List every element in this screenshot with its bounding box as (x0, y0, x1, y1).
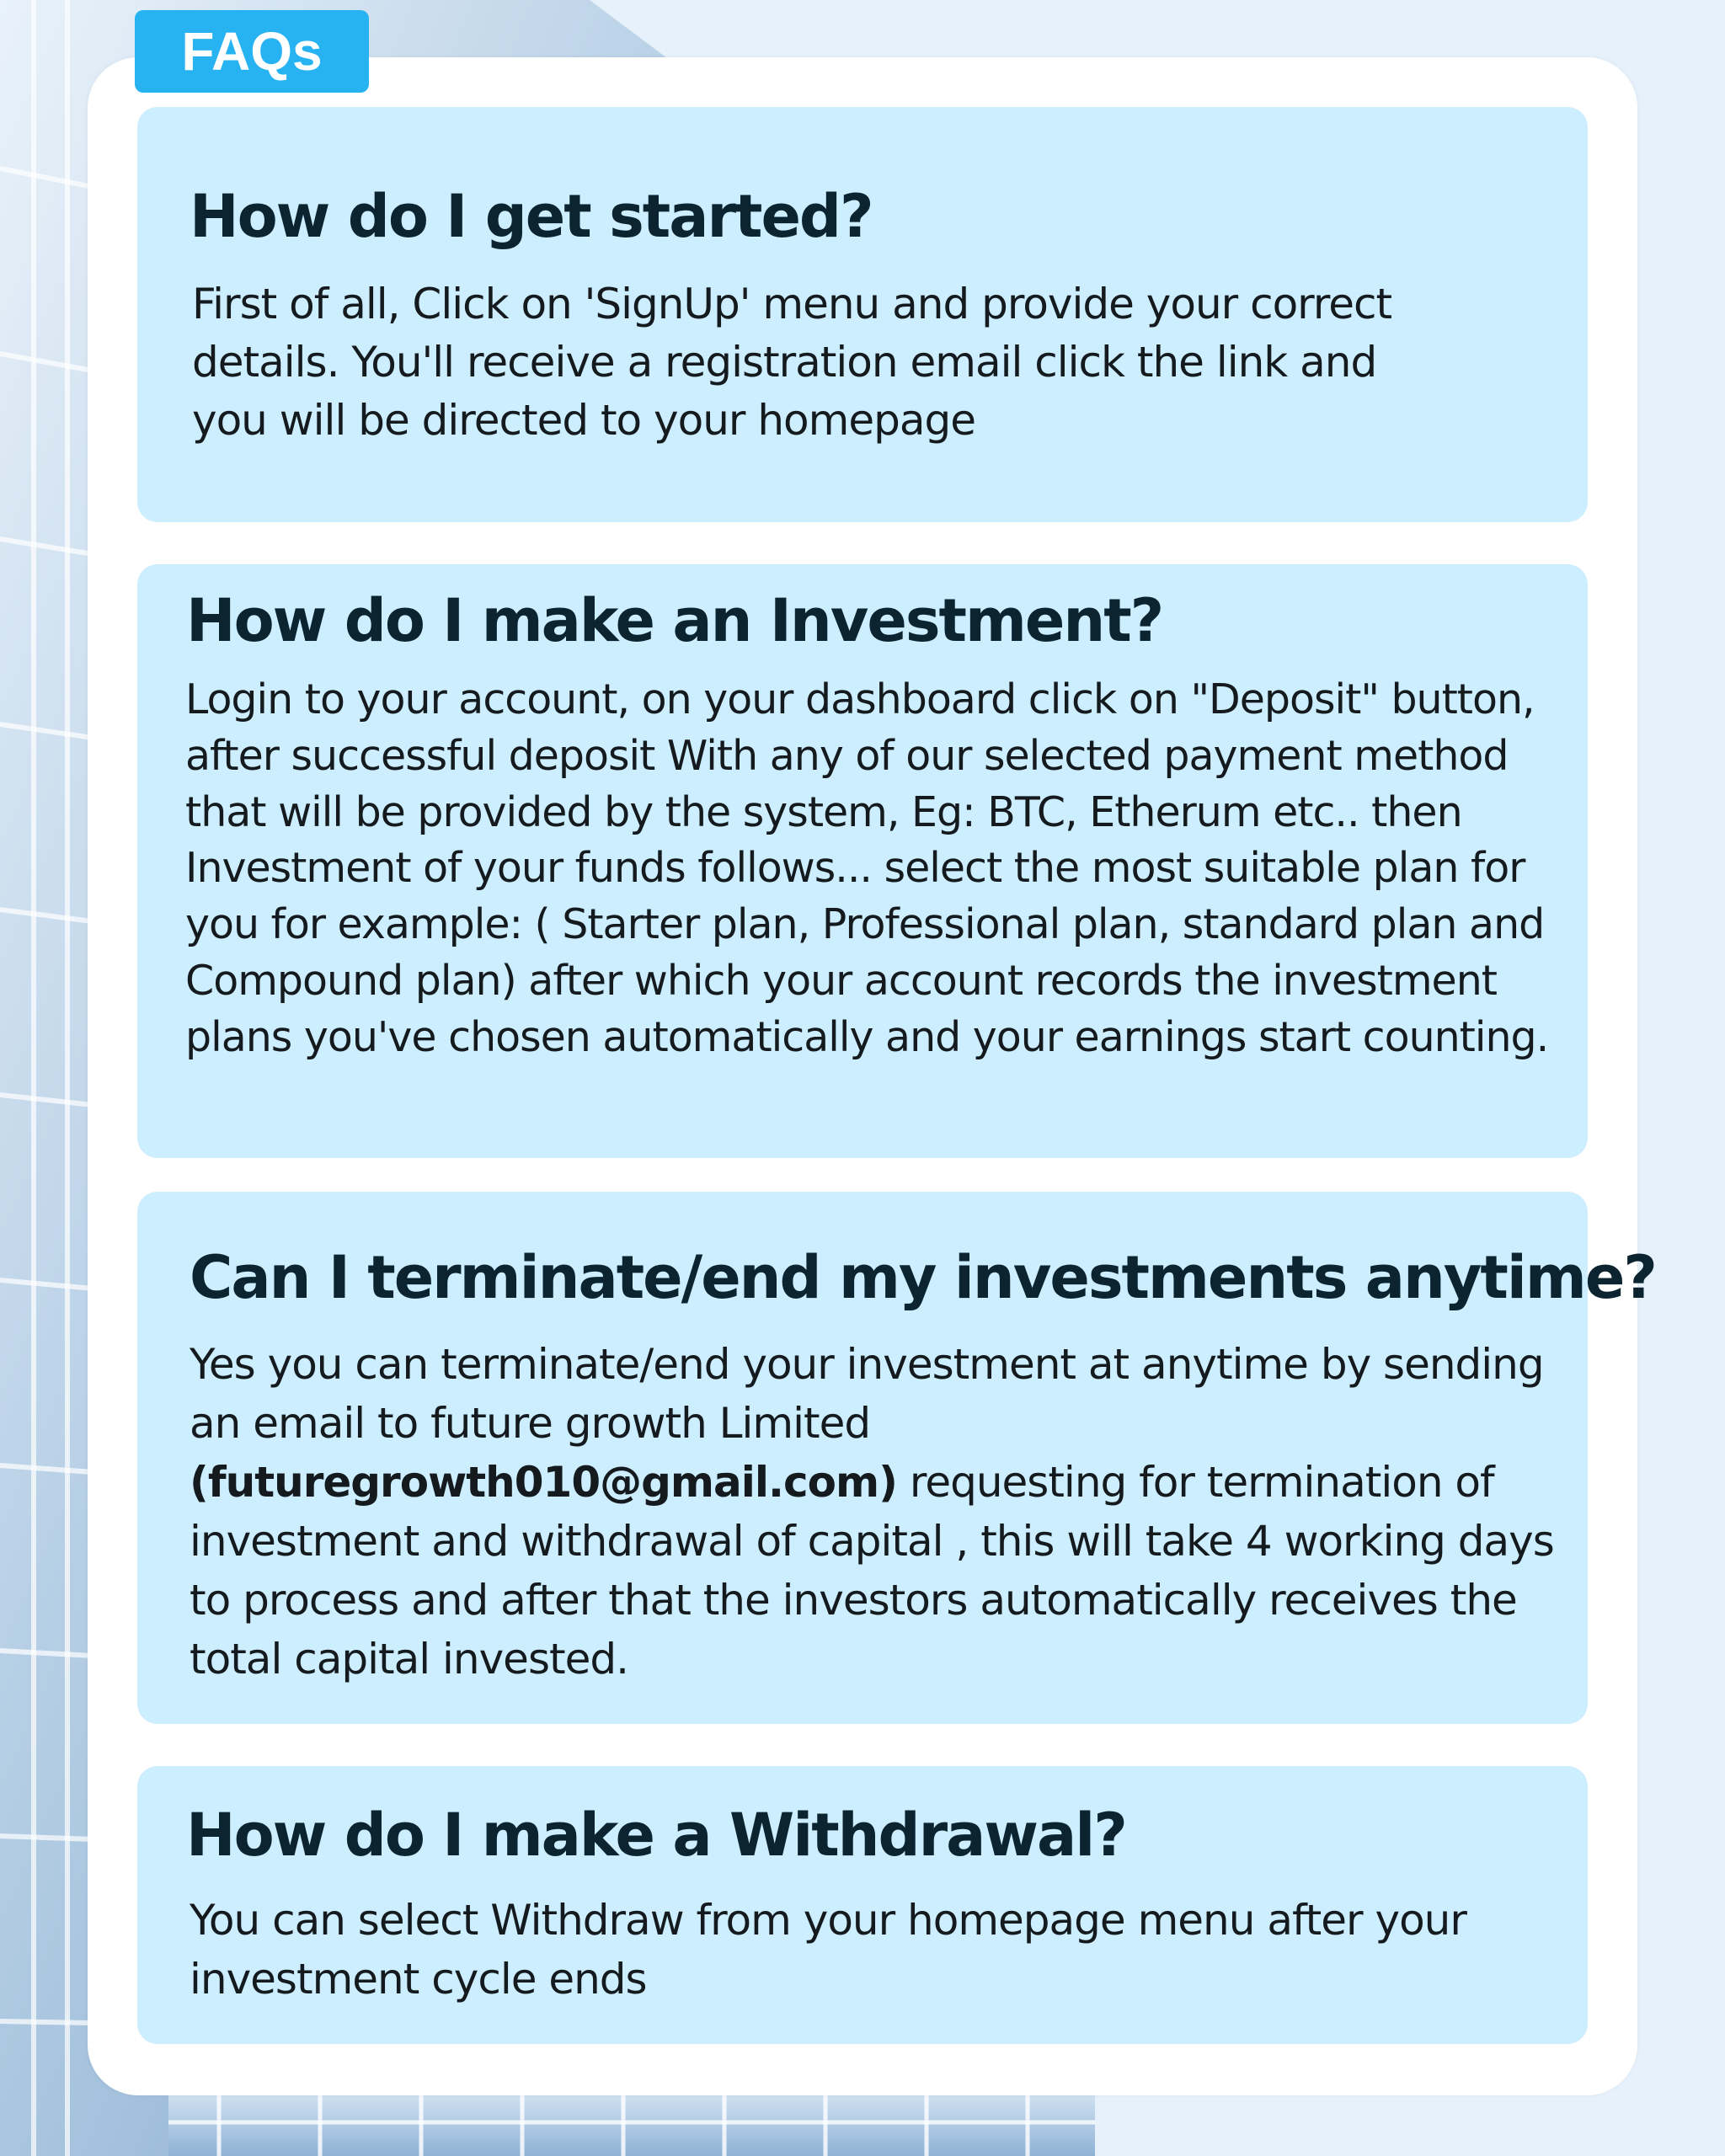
faq-answer-part-2: requesting for termination of investment and withdrawal of capital , this will take 4 working days to process and after that the investors automatically receives the total capital invested. (190, 1458, 1554, 1684)
faq-item-terminate-investment (137, 1192, 1656, 1724)
faq-answer: You can select Withdraw from your homepage menu after your investment cycle ends (190, 1896, 1466, 2004)
faq-question: Can I terminate/end my investments anytime? (190, 1243, 1656, 1312)
faq-answer-part-1: Yes you can terminate/end your investment at anytime by sending an email to future growth Limited (190, 1340, 1544, 1448)
faq-item-make-withdrawal (137, 1766, 1588, 2044)
faq-item-make-investment (137, 564, 1588, 1158)
faq-question: How do I get started? (190, 182, 873, 251)
faq-answer: Login to your account, on your dashboard click on "Deposit" button, after successful deposit With any of our selected payment method that will be provided by the system, Eg: BTC, Etherum etc.. then Investment of your funds follows... select the most suitable plan for you for example: ( Starter plan, Professional plan, standard plan and Compound plan) after which your account records the investment plans you've chosen automatically and your earnings start counting. (185, 675, 1549, 1061)
faq-item-get-started (137, 107, 1588, 522)
faq-question: How do I make a Withdrawal? (186, 1801, 1126, 1870)
faq-answer: First of all, Click on 'SignUp' menu and provide your correct details. You'll receive a registration email click the link and you will be directed to your homepage (192, 280, 1392, 445)
faqs-tag: FAQs (135, 10, 369, 93)
faq-question: How do I make an Investment? (186, 586, 1163, 655)
support-email: (futuregrowth010@gmail.com) (190, 1458, 897, 1507)
faq-answer (190, 1335, 1571, 1689)
